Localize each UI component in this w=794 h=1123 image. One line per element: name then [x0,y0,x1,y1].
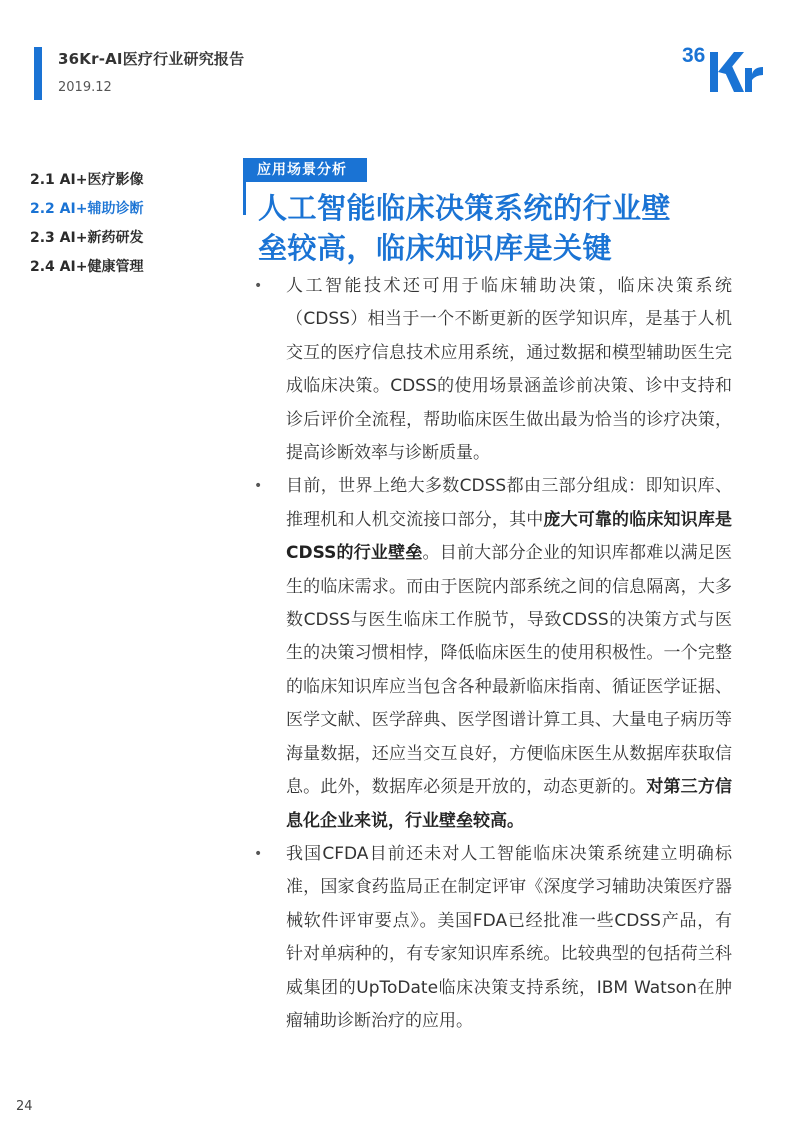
paragraph-text: 人工智能技术还可用于临床辅助决策，临床决策系统（CDSS）相当于一个不断更新的医学知识库，是基于人机交互的医疗信息技术应用系统，通过数据和模型辅助医生完成临床决策。CDSS的使用场景涵盖诊前决策、诊中支持和诊后评价全流程，帮助临床医生做出最为恰当的诊疗决策，提高诊断效率与诊断质量。 [286,276,732,464]
page-heading [258,188,738,268]
bullet-paragraph [254,270,732,470]
36kr-logo-mark [680,38,764,96]
emphasis-text: 庞大可靠的临床知识库是CDSS的行业壁垒 [286,509,733,564]
paragraph-text: 目前，世界上绝大多数CDSS都由三部分组成：即知识库、推理机和人机交流接口部分，其中 [286,476,732,530]
toc-item-medical-imaging[interactable]: 2.1 AI+医疗影像 [30,172,144,188]
36kr-logo [680,38,764,96]
bullet-marker: • [254,278,263,294]
bullet-marker: • [254,478,263,495]
bullet-paragraph [254,838,732,1038]
report-date: 2019.12 [58,80,112,95]
toc-item-health-management[interactable]: 2.4 AI+健康管理 [30,259,144,275]
paragraph-text: 我国CFDA目前还未对人工智能临床决策系统建立明确标准，国家食药监局正在制定评审《深度学习辅助决策医疗器械软件评审要点》。美国FDA已经批准一些CDSS产品，有针对单病种的，有专家知识库系统。比较典型的包括荷兰科威集团的UpToDate临床决策支持系统，IBM Watson在肿瘤辅助诊断治疗的应用。 [286,843,732,1031]
table-of-contents [30,166,210,282]
body-content [254,270,732,1038]
heading-line-2: 垒较高，临床知识库是关键 [258,231,613,265]
bullet-marker: • [254,845,263,862]
report-title: 36Kr-AI医疗行业研究报告 [58,50,245,68]
bullet-paragraph [254,470,732,837]
svg-text:36: 36 [682,44,706,67]
header-accent-bar [34,47,42,100]
emphasis-text: 对第三方信息化企业来说，行业壁垒较高。 [286,777,732,831]
paragraph-text: 。目前大部分企业的知识库都难以满足医生的临床需求。而由于医院内部系统之间的信息隔离，大多数CDSS与医生临床工作脱节，导致CDSS的决策方式与医生的决策习惯相悖，降低临床医生的使用积极性。一个完整的临床知识库应当包含各种最新临床指南、循证医学证据、医学文献、医学辞典、医学图谱计算工具、大量电子病历等海量数据，还应当交互良好，方便临床医生从数据库获取信息。此外，数据库必须是开放的，动态更新的。 [286,543,733,798]
heading-line-1: 人工智能临床决策系统的行业壁 [258,191,672,225]
section-tag: 应用场景分析 [246,158,367,182]
toc-item-drug-discovery[interactable]: 2.3 AI+新药研发 [30,230,144,246]
page-number: 24 [16,1099,33,1114]
toc-item-assisted-diagnosis[interactable]: 2.2 AI+辅助诊断 [30,201,144,217]
